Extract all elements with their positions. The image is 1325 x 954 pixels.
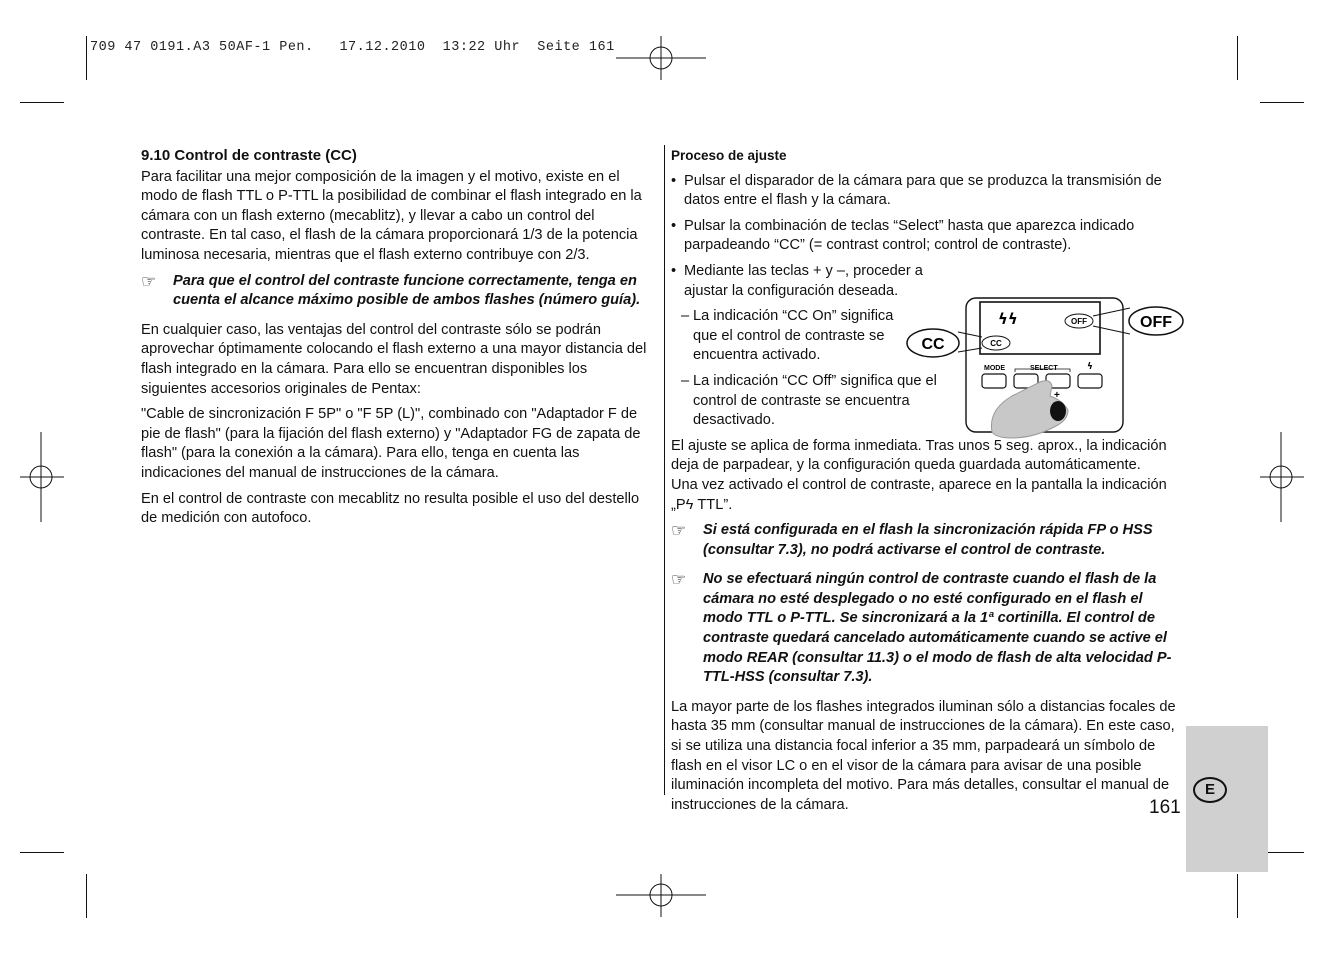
section-subheading: Proceso de ajuste (671, 148, 787, 163)
svg-text:SELECT: SELECT (1030, 365, 1058, 372)
right-column (671, 146, 1183, 821)
svg-text:MODE: MODE (984, 365, 1005, 372)
column-divider (664, 145, 665, 795)
section-heading: 9.10 Control de contraste (CC) (141, 147, 357, 164)
svg-text:OFF: OFF (1071, 317, 1087, 326)
flash-mode-icon: ϟϟ (998, 310, 1018, 328)
left-column (141, 146, 651, 535)
page-number: 161 (1149, 797, 1181, 818)
svg-text:ϟ: ϟ (1087, 362, 1093, 372)
note-text: No se efectuará ningún control de contraste cuando el flash de la cámara no esté desplegado o no esté configurado en el flash el modo TTL o P-TTL. Se sincronizará a la 1ª cortinilla. El control de contraste quedará cancelado automáticamente cuando se active el modo REAR (consultar 11.3) o el modo de flash de alta velocidad P-TTL-HSS (consultar 7.3). (703, 571, 1172, 686)
flash-icon: ϟ (685, 496, 694, 513)
paragraph: Una vez activado el control de contraste, aparece en la pantalla la indicación „Pϟ TTL”. (671, 476, 1167, 513)
paragraph: En cualquier caso, las ventajas del control del contraste sólo se podrán aprovechar óptimamente colocando el flash externo a una mayor distancia del flash integrado en la cámara. Para ello se encuentran disponibles los siguientes accesorios originales de Pentax: (141, 321, 647, 397)
note-text: Para que el control del contraste funcione correctamente, tenga en cuenta el alcance máximo posible de ambos flashes (número guía). (173, 272, 641, 309)
svg-text:CC: CC (990, 339, 1002, 348)
pointing-hand-icon: ☞ (671, 570, 687, 590)
flash-panel-figure (900, 292, 1190, 442)
pointing-hand-icon: ☞ (141, 271, 157, 291)
bullet-item: • Pulsar la combinación de teclas “Select” hasta que aparezca indicado parpadeando “CC” (= contrast control; control de contraste). (671, 217, 1135, 254)
paragraph: Para facilitar una mejor composición de la imagen y el motivo, existe en el modo de flash TTL o P-TTL la posibilidad de combinar el flash integrado en la cámara con un flash externo (mecablitz), y llevar a cabo un control del contraste. En tal caso, el flash de la cámara proporcionará 1/3 de la potencia luminosa necesaria, mientras que el flash externo contribuye con 2/3. (141, 168, 642, 263)
pointing-hand-icon: ☞ (671, 521, 687, 541)
paragraph: La mayor parte de los flashes integrados iluminan sólo a distancias focales de hasta 35 mm (consultar manual de instrucciones de la cámara). En este caso, si se utiliza una distancia focal inferior a 35 mm, parpadeará un símbolo de flash en el visor LC o en el visor de la cámara para avisar de una posible iluminación incompleta del motivo. Para más detalles, consultar el manual de instrucciones de la cámara. (671, 698, 1176, 813)
dash-item: – La indicación “CC Off” significa que el control de contraste se encuentra desactivado. (681, 372, 937, 429)
print-slug: 709 47 0191.A3 50AF-1 Pen. 17.12.2010 13:22 Uhr Seite 161 (90, 40, 615, 55)
paragraph: El ajuste se aplica de forma inmediata. Tras unos 5 seg. aprox., la indicación deja de parpadear, y la configuración queda guardada automáticamente. (671, 437, 1167, 474)
svg-text:+: + (1054, 390, 1060, 401)
paragraph: En el control de contraste con mecablitz no resulta posible el uso del destello de medición con autofoco. (141, 490, 640, 527)
dash-item: – La indicación “CC On” significa que el control de contraste se encuentra activado. (681, 308, 894, 364)
bullet-item: • Mediante las teclas + y –, proceder a ajustar la configuración deseada. (671, 262, 923, 299)
note (671, 521, 1183, 560)
language-badge: E (1193, 777, 1227, 803)
note (671, 570, 1183, 688)
note-text: Si está configurada en el flash la sincronización rápida FP o HSS (consultar 7.3), no podrá activarse el control de contraste. (703, 522, 1153, 558)
note (141, 272, 651, 311)
bullet-item: • Pulsar el disparador de la cámara para que se produzca la transmisión de datos entre el flash y la cámara. (671, 172, 1162, 209)
svg-text:CC: CC (921, 336, 945, 353)
paragraph: "Cable de sincronización F 5P" o "F 5P (L)", combinado con "Adaptador F de pie de flash" (para la fijación del flash externo) y "Adaptador FG de zapata de flash" (para la conexión a la cámara). Para ello, tenga en cuenta las indicaciones del manual de instrucciones de la cámara. (141, 406, 641, 481)
svg-text:OFF: OFF (1140, 314, 1172, 331)
